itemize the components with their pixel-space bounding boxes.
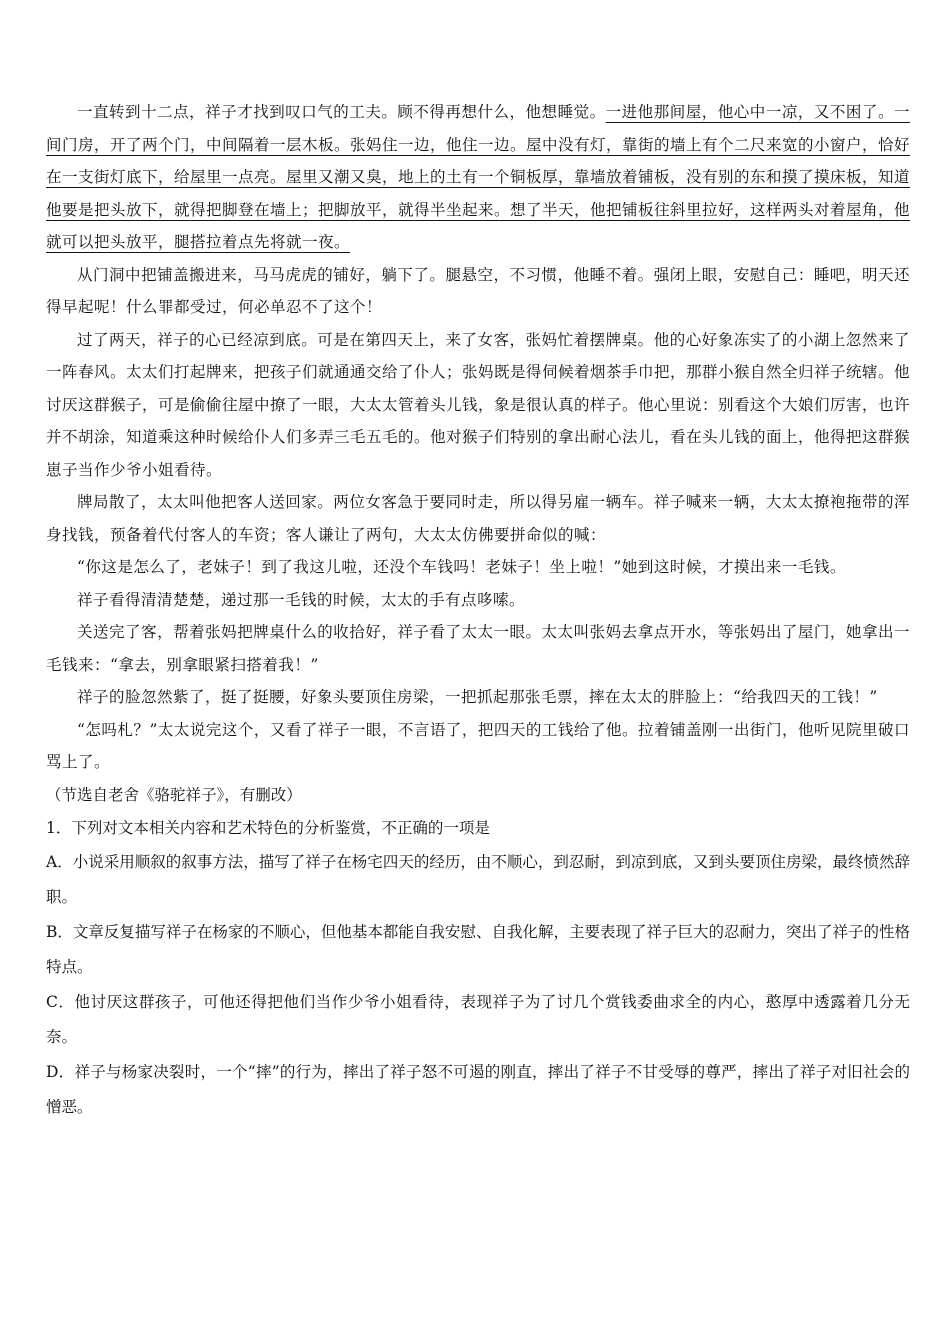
paragraph-9: “怎吗札？”太太说完这个，又看了祥子一眼，不言语了，把四天的工钱给了他。拉着铺盖刚一出街门，他听见院里破口骂上了。	[46, 720, 910, 771]
paragraph-1-underlined-text: 一进他那间屋，他心中一凉，又不困了。一间门房，开了两个门，中间隔着一层木板。张妈住一边，他住一边。屋中没有灯，靠街的墙上有个二尺来宽的小窗户，恰好在一支街灯底下，给屋里一点亮。屋里又潮又臭，地上的土有一个铜板厚，靠墙放着铺板，没有别的东和摸了摸床板，知道他要是把头放下，就得把脚登在墙上；把脚放平，就得半坐起来。想了半天，他把铺板往斜里拉好，这样两头对着屋角，他就可以把头放平，腿搭拉着点先将就一夜。	[46, 103, 911, 251]
question-stem: 1．下列对文本相关内容和艺术特色的分析鉴赏，不正确的一项是	[46, 818, 490, 837]
paragraph-1	[46, 96, 910, 259]
option-d: D．祥子与杨家决裂时，一个“摔”的行为，摔出了祥子怒不可遏的刚直，摔出了祥子不甘受辱的尊严，摔出了祥子对旧社会的憎恶。	[46, 1063, 910, 1116]
source-citation: （节选自老舍《骆驼祥子》，有删改）	[46, 785, 302, 804]
paragraph-3: 过了两天，祥子的心已经凉到底。可是在第四天上，来了女客，张妈忙着摆牌桌。他的心好象冻实了的小湖上忽然来了一阵春风。太太们打起牌来，把孩子们就通通交给了仆人；张妈既是得伺候着烟茶手巾把，那群小猴自然全归祥子统辖。他讨厌这群猴子，可是偷偷往屋中撩了一眼，大太太管着头儿钱，象是很认真的样子。他心里说：别看这个大娘们厉害，也许并不胡涂，知道乘这种时候给仆人们多弄三毛五毛的。他对猴子们特别的拿出耐心法儿，看在头儿钱的面上，他得把这群猴崽子当作少爷小姐看待。	[46, 330, 911, 479]
option-b: B．文章反复描写祥子在杨家的不顺心，但他基本都能自我安慰、自我化解，主要表现了祥子巨大的忍耐力，突出了祥子的性格特点。	[46, 923, 910, 976]
document-page	[46, 96, 910, 1125]
paragraph-8: 祥子的脸忽然紫了，挺了挺腰，好象头要顶住房梁，一把抓起那张毛票，摔在太太的胖脸上：“给我四天的工钱！”	[77, 688, 878, 706]
paragraph-4: 牌局散了，太太叫他把客人送回家。两位女客急于要同时走，所以得另雇一辆车。祥子喊来一辆，大太太撩袍拖带的浑身找钱，预备着代付客人的车资；客人谦让了两句，大太太仿佛要拼命似的喊：	[46, 493, 910, 544]
paragraph-1-text: 一直转到十二点，祥子才找到叹口气的工夫。顾不得再想什么，他想睡觉。	[77, 103, 606, 121]
paragraph-5: “你这是怎么了，老妹子！到了我这儿啦，还没个车钱吗！老妹子！坐上啦！”她到这时候，才摸出来一毛钱。	[77, 558, 846, 576]
option-c: C．他讨厌这群孩子，可他还得把他们当作少爷小姐看待，表现祥子为了讨几个赏钱委曲求全的内心，憨厚中透露着几分无奈。	[46, 993, 910, 1046]
option-a: A．小说采用顺叙的叙事方法，描写了祥子在杨宅四天的经历，由不顺心，到忍耐，到凉到底，又到头要顶住房梁，最终愤然辞职。	[46, 853, 910, 906]
paragraph-7: 关送完了客，帮着张妈把牌桌什么的收拾好，祥子看了太太一眼。太太叫张妈去拿点开水，等张妈出了屋门，她拿出一毛钱来：“拿去，别拿眼紧扫搭着我！”	[46, 623, 910, 674]
paragraph-6: 祥子看得清清楚楚，递过那一毛钱的时候，太太的手有点哆嗦。	[77, 590, 526, 609]
paragraph-2: 从门洞中把铺盖搬进来，马马虎虎的铺好，躺下了。腿悬空，不习惯，他睡不着。强闭上眼，安慰自己：睡吧，明天还得早起呢！什么罪都受过，何必单忍不了这个！	[46, 265, 910, 316]
